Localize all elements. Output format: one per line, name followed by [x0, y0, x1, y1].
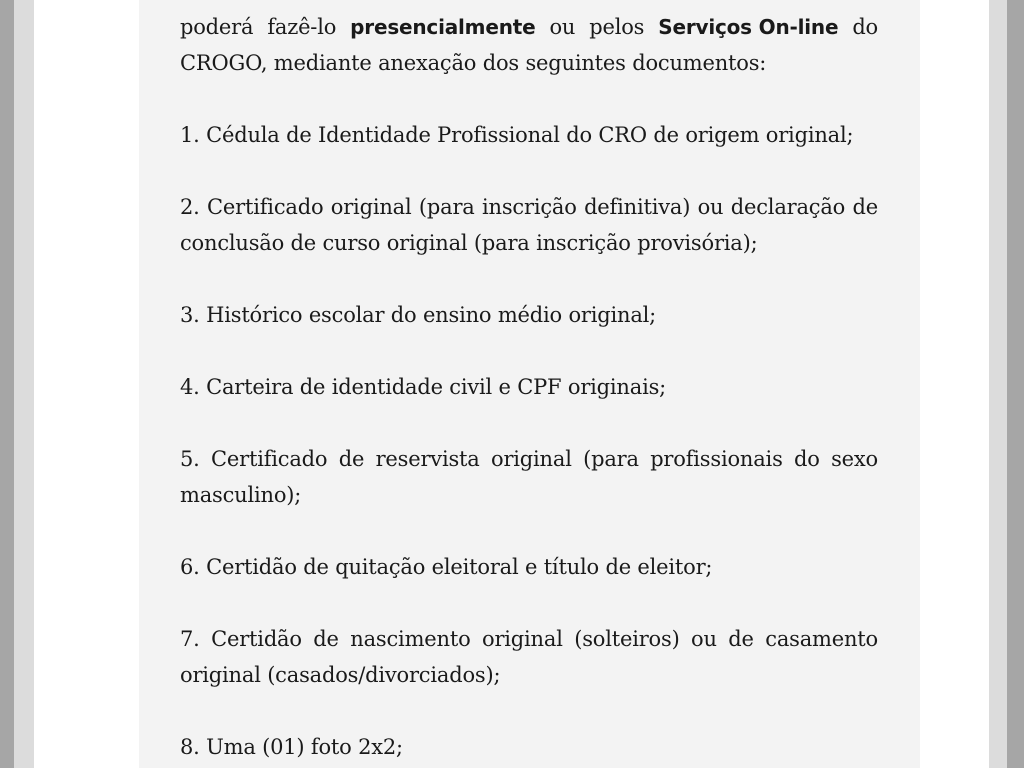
- intro-paragraph: [180, 9, 878, 81]
- document-item-6: 6. Certidão de quitação eleitoral e título de eleitor;: [180, 555, 713, 579]
- document-item-2: 2. Certificado original (para inscrição definitiva) ou declaração de conclusão de curso original (para inscrição provisória);: [180, 195, 878, 255]
- document-item-7: 7. Certidão de nascimento original (solteiros) ou de casamento original (casados/divorciados);: [180, 627, 878, 687]
- intro-word: do: [852, 15, 878, 39]
- document-item-4: 4. Carteira de identidade civil e CPF originais;: [180, 375, 667, 399]
- intro-word: pelos: [589, 15, 645, 39]
- document-item-8: 8. Uma (01) foto 2x2;: [180, 735, 403, 759]
- intro-line-1: [180, 9, 878, 45]
- document-item-5: 5. Certificado de reservista original (para profissionais do sexo masculino);: [180, 447, 878, 507]
- intro-line-2: CROGO, mediante anexação dos seguintes documentos:: [180, 51, 767, 75]
- intro-word: fazê-lo: [267, 15, 337, 39]
- intro-bold-presencialmente: presencialmente: [350, 15, 536, 39]
- document-item-1: 1. Cédula de Identidade Profissional do CRO de origem original;: [180, 123, 854, 147]
- intro-bold-servicos-online: Serviços On-line: [658, 15, 839, 39]
- document-item-3: 3. Histórico escolar do ensino médio original;: [180, 303, 657, 327]
- intro-word: poderá: [180, 15, 254, 39]
- intro-word: ou: [549, 15, 576, 39]
- document-text: [180, 9, 878, 768]
